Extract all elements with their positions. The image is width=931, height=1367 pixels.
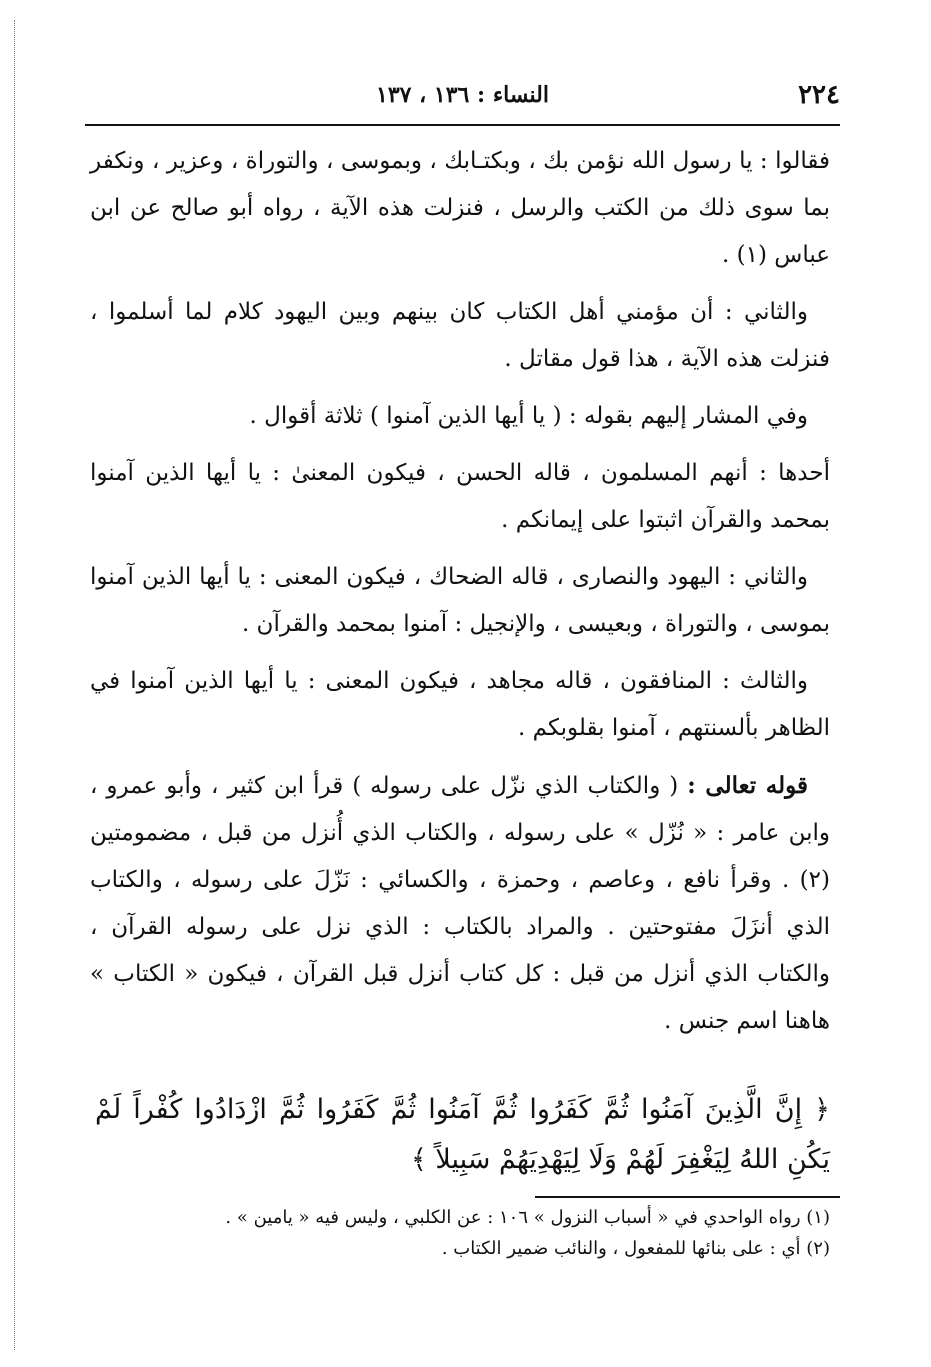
paragraph-7 [90,762,830,1045]
page-header [85,80,840,116]
paragraph-4: أحدها : أنهم المسلمون ، قاله الحسن ، فيكون المعنىٰ : يا أيها الذين آمنوا بمحمد والقرآن اثبتوا على إيمانكم . [90,460,830,533]
footnote-rule [535,1196,840,1198]
page-number: ٢٢٤ [798,80,840,110]
main-text [90,138,830,1055]
paragraph-1: فقالوا : يا رسول الله نؤمن بك ، وبكتـابك ، وبموسى ، والتوراة ، وعزير ، ونكفر بما سوى ذلك من الكتب والرسل ، فنزلت هذه الآية ، رواه أبو صالح عن ابن عباس (١) . [90,148,830,268]
paragraph-3: وفي المشار إليهم بقوله : ( يا أيها الذين آمنوا ) ثلاثة أقوال . [249,403,808,429]
paragraph-5: والثاني : اليهود والنصارى ، قاله الضحاك ، فيكون المعنى : يا أيها الذين آمنوا بموسى ، والتوراة ، وبعيسى ، والإنجيل : آمنوا بمحمد والقرآن . [90,564,830,637]
header-rule [85,124,840,126]
running-title: النساء : ١٣٦ ، ١٣٧ [376,82,549,108]
footnotes [150,1202,830,1264]
paragraph-7-text: ( والكتاب الذي نزّل على رسوله ) قرأ ابن كثير ، وأبو عمرو ، وابن عامر : « نُزّل » على رسوله ، والكتاب الذي أُنزل من قبل ، مضمومتين (٢) . وقرأ نافع ، وعاصم ، وحمزة ، والكسائي : نَزّلَ على رسوله ، والكتاب الذي أنزَلَ مفتوحتين . والمراد بالكتاب : الذي نزل على رسوله القرآن ، والكتاب الذي أنزل من قبل : كل كتاب أنزل قبل القرآن ، فيكون « الكتاب » هاهنا اسم جنس . [90,773,830,1034]
footnote-2: (٢) أي : على بنائها للمفعول ، والنائب ضمير الكتاب . [441,1238,830,1259]
page-edge-line [14,20,15,1350]
paragraph-2: والثاني : أن مؤمني أهل الكتاب كان بينهم وبين اليهود كلام لما أسلموا ، فنزلت هذه الآية ، هذا قول مقاتل . [90,299,830,372]
paragraph-7-lead: قوله تعالى : [687,772,808,799]
quran-verse: ﴿ إِنَّ الَّذِينَ آمَنُوا ثُمَّ كَفَرُوا ثُمَّ آمَنُوا ثُمَّ كَفَرُوا ثُمَّ ازْدَادُوا كُفْراً لَمْ يَكُنِ اللهُ لِيَغْفِرَ لَهُمْ وَلَا لِيَهْدِيَهُمْ سَبِيلاً ﴾ [95,1094,830,1175]
paragraph-6: والثالث : المنافقون ، قاله مجاهد ، فيكون المعنى : يا أيها الذين آمنوا في الظاهر بألسنتهم ، آمنوا بقلوبكم . [90,668,830,741]
footnote-1: (١) رواه الواحدي في « أسباب النزول » ١٠٦ : عن الكلبي ، وليس فيه « يامين » . [225,1207,830,1228]
